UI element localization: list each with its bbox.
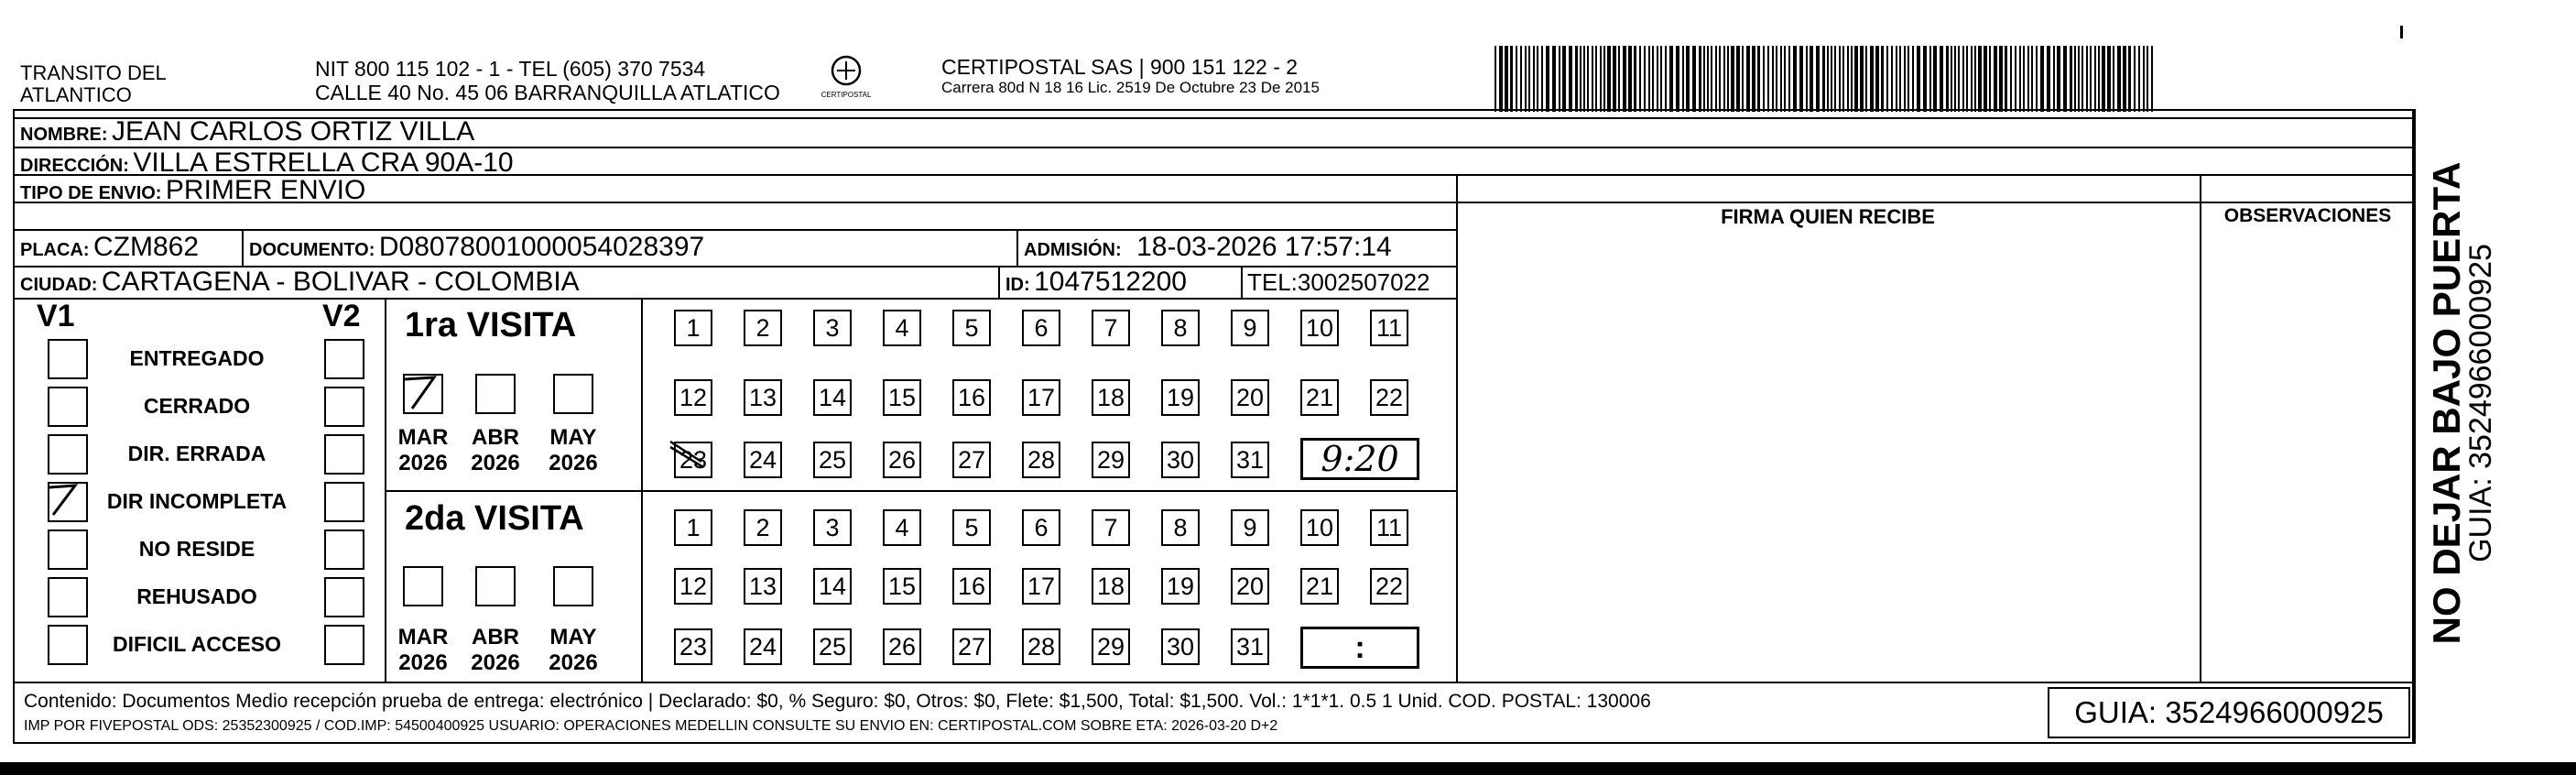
barcode-bar bbox=[2151, 46, 2153, 112]
first-visit-day[interactable]: 24 bbox=[744, 442, 782, 478]
second-visit-day[interactable]: 25 bbox=[813, 628, 852, 665]
second-visit-day[interactable]: 21 bbox=[1300, 568, 1339, 605]
reason-label: ENTREGADO bbox=[129, 346, 265, 370]
barcode-bar bbox=[2102, 46, 2105, 112]
barcode-bar bbox=[1628, 46, 1632, 112]
logo-icon bbox=[828, 55, 864, 86]
v2-checkbox[interactable] bbox=[324, 387, 364, 427]
first-visit-day[interactable]: 29 bbox=[1092, 442, 1130, 478]
barcode-bar bbox=[2015, 46, 2016, 112]
barcode-bar bbox=[1595, 46, 1597, 112]
name-row bbox=[20, 116, 474, 147]
barcode-bar bbox=[2094, 46, 2096, 112]
barcode-bar bbox=[1520, 46, 1522, 112]
barcode-bar bbox=[1875, 46, 1879, 112]
barcode-bar bbox=[1528, 46, 1530, 112]
barcode-bar bbox=[1682, 46, 1684, 112]
v2-label: V2 bbox=[322, 299, 361, 333]
second-visit-title: 2da VISITA bbox=[405, 499, 584, 538]
barcode-bar bbox=[1719, 46, 1721, 112]
month-year: 2026 bbox=[471, 649, 520, 675]
barcode-bar bbox=[2090, 46, 2092, 112]
month-year: 2026 bbox=[549, 649, 598, 675]
barcode-bar bbox=[1822, 46, 1825, 112]
barcode-bar bbox=[1575, 46, 1578, 112]
barcode-bar bbox=[1499, 46, 1503, 112]
barcode-bar bbox=[1692, 46, 1696, 112]
barcode-bar bbox=[1639, 46, 1641, 112]
month-name: MAY bbox=[549, 425, 597, 450]
second-visit-month-label bbox=[543, 625, 603, 675]
barcode-bar bbox=[1847, 46, 1849, 112]
barcode-bar bbox=[1827, 46, 1829, 112]
second-visit-month-label bbox=[393, 625, 453, 675]
barcode-bar bbox=[1665, 46, 1667, 112]
first-visit-day[interactable]: 13 bbox=[744, 379, 782, 416]
checkmark-icon bbox=[401, 372, 440, 410]
second-visit-month-checkbox[interactable] bbox=[475, 566, 516, 606]
first-visit-day[interactable]: 12 bbox=[674, 379, 712, 416]
barcode-bar bbox=[2053, 46, 2055, 112]
shipping-type-label: TIPO DE ENVIO: bbox=[20, 183, 162, 203]
barcode-bar bbox=[1865, 46, 1867, 112]
first-visit-day[interactable]: 10 bbox=[1300, 310, 1339, 346]
barcode-bar bbox=[2031, 46, 2033, 112]
barcode-bar bbox=[2010, 46, 2012, 112]
barcode-bar bbox=[1834, 46, 1836, 112]
barcode-bar bbox=[2113, 46, 2114, 112]
admission-value: 18-03-2026 17:57:14 bbox=[1136, 232, 1392, 262]
first-visit-day[interactable]: 17 bbox=[1022, 379, 1060, 416]
second-visit-day[interactable]: 22 bbox=[1370, 568, 1408, 605]
first-visit-day[interactable]: 2 bbox=[744, 310, 782, 346]
second-visit-day[interactable]: 31 bbox=[1231, 628, 1269, 665]
barcode-bar bbox=[2128, 46, 2131, 112]
barcode-bar bbox=[2063, 46, 2067, 112]
checkmark-icon bbox=[667, 434, 707, 476]
barcode-bar bbox=[1946, 46, 1949, 112]
admission-label: ADMISIÓN: bbox=[1024, 240, 1122, 260]
barcode-bar bbox=[1851, 46, 1853, 112]
barcode-bar bbox=[1607, 46, 1611, 112]
license-line: Carrera 80d N 18 16 Lic. 2519 De Octubre 23 De 2015 bbox=[941, 79, 1320, 97]
barcode-bar bbox=[1854, 46, 1858, 112]
contents-line: Contenido: Documentos Medio recepción prueba de entrega: electrónico | Declarado: $0, % Seguro: $0, Otros: $0, Flete: $1,500, Total: $1,500. Vol.: 1*1*1. 0.5 1 Unid. COD. POSTAL: 130006 bbox=[24, 691, 1651, 712]
barcode-bar bbox=[1587, 46, 1589, 112]
barcode-bar bbox=[1525, 46, 1527, 112]
first-visit-time[interactable]: 9:20 bbox=[1300, 438, 1419, 480]
second-visit-day[interactable]: 1 bbox=[674, 509, 712, 546]
address-line: CALLE 40 No. 45 06 BARRANQUILLA ATLATICO bbox=[315, 81, 780, 105]
barcode-bar bbox=[1989, 46, 1991, 112]
barcode-bar bbox=[1784, 46, 1786, 112]
barcode-bar bbox=[1891, 46, 1893, 112]
first-visit-day[interactable]: 19 bbox=[1161, 379, 1200, 416]
barcode-bar bbox=[1904, 46, 1906, 112]
second-visit-day[interactable]: 29 bbox=[1092, 628, 1130, 665]
second-visit-day[interactable]: 20 bbox=[1231, 568, 1269, 605]
barcode-bar bbox=[1929, 46, 1931, 112]
carrier-info bbox=[941, 55, 1320, 97]
no-leave-under-door: NO DEJAR BAJO PUERTA bbox=[2425, 161, 2468, 645]
second-visit-day[interactable]: 6 bbox=[1022, 509, 1060, 546]
barcode-bar bbox=[1908, 46, 1909, 112]
shipping-type: PRIMER ENVIO bbox=[165, 175, 366, 205]
barcode-bar bbox=[2047, 46, 2050, 112]
month-year: 2026 bbox=[398, 649, 448, 675]
barcode-bar bbox=[2036, 46, 2038, 112]
first-visit-day[interactable]: 9 bbox=[1231, 310, 1269, 346]
second-visit-day[interactable]: 26 bbox=[883, 628, 921, 665]
barcode-bar bbox=[1533, 46, 1535, 112]
first-visit-day[interactable]: 26 bbox=[883, 442, 921, 478]
v1-label: V1 bbox=[37, 299, 75, 333]
org-contact bbox=[315, 57, 780, 105]
first-visit-day[interactable]: 8 bbox=[1161, 310, 1200, 346]
barcode-bar bbox=[1742, 46, 1744, 112]
barcode-bar bbox=[1562, 46, 1566, 112]
barcode-bar bbox=[2023, 46, 2025, 112]
barcode-bar bbox=[1505, 46, 1508, 112]
reason-label: DIR INCOMPLETA bbox=[106, 489, 288, 513]
barcode bbox=[1495, 46, 2159, 112]
barcode-bar bbox=[1780, 46, 1782, 112]
barcode-bar bbox=[1703, 46, 1705, 112]
second-visit-day[interactable]: 7 bbox=[1092, 509, 1130, 546]
barcode-bar bbox=[1772, 46, 1774, 112]
month-name: MAR bbox=[397, 625, 449, 649]
barcode-bar bbox=[1634, 46, 1636, 112]
month-year: 2026 bbox=[398, 450, 448, 475]
first-visit-title: 1ra VISITA bbox=[405, 306, 577, 344]
barcode-bar bbox=[1516, 46, 1517, 112]
tel-cell bbox=[1247, 268, 1430, 297]
second-visit-day[interactable]: 15 bbox=[883, 568, 921, 605]
barcode-bar bbox=[1954, 46, 1956, 112]
reason-label: NO RESIDE bbox=[138, 537, 255, 561]
barcode-bar bbox=[1810, 46, 1813, 112]
barcode-bar bbox=[1736, 46, 1740, 112]
first-visit-month-label bbox=[393, 425, 453, 475]
barcode-bar bbox=[1707, 46, 1709, 112]
received-by-label: FIRMA QUIEN RECIBE bbox=[1721, 205, 1935, 228]
barcode-bar bbox=[1933, 46, 1937, 112]
barcode-bar bbox=[1676, 46, 1679, 112]
barcode-bar bbox=[2005, 46, 2007, 112]
v2-checkbox[interactable] bbox=[324, 625, 364, 665]
first-visit-day[interactable]: 11 bbox=[1370, 310, 1408, 346]
second-visit-time[interactable]: : bbox=[1300, 627, 1419, 669]
second-visit-day[interactable]: 4 bbox=[883, 509, 921, 546]
city-cell bbox=[20, 267, 580, 298]
barcode-bar bbox=[2147, 46, 2148, 112]
second-visit-month-checkbox[interactable] bbox=[403, 566, 443, 606]
barcode-bar bbox=[2019, 46, 2021, 112]
city-label: CIUDAD: bbox=[20, 275, 98, 295]
barcode-bar bbox=[1541, 46, 1543, 112]
name-label: NOMBRE: bbox=[20, 125, 108, 145]
barcode-bar bbox=[1657, 46, 1658, 112]
org-line-2: ATLANTICO bbox=[20, 83, 132, 107]
second-visit-day[interactable]: 27 bbox=[952, 628, 991, 665]
barcode-bar bbox=[1546, 46, 1549, 112]
second-visit-day[interactable]: 23 bbox=[674, 628, 712, 665]
first-visit-month-checkbox[interactable] bbox=[475, 374, 516, 414]
barcode-bar bbox=[1978, 46, 1982, 112]
second-visit-day[interactable]: 16 bbox=[952, 568, 991, 605]
barcode-bar bbox=[1912, 46, 1914, 112]
barcode-bar bbox=[1767, 46, 1769, 112]
barcode-bar bbox=[2070, 46, 2072, 112]
print-line: IMP POR FIVEPOSTAL ODS: 25352300925 / COD.IMP: 54500400925 USUARIO: OPERACIONES MEDELLIN CONSULTE SU ENVIO EN: CERTIPOSTAL.COM SOBRE ETA: 2026-03-20 D+2 bbox=[24, 718, 1278, 734]
barcode-bar bbox=[1839, 46, 1841, 112]
document-label: DOCUMENTO: bbox=[249, 240, 375, 260]
corner-mark bbox=[2400, 26, 2403, 38]
second-visit-day[interactable]: 2 bbox=[744, 509, 782, 546]
logo-text: CERTIPOSTAL bbox=[821, 91, 872, 99]
barcode-bar bbox=[1660, 46, 1662, 112]
barcode-bar bbox=[1603, 46, 1605, 112]
first-visit-day[interactable]: 25 bbox=[813, 442, 852, 478]
barcode-bar bbox=[2040, 46, 2044, 112]
first-visit-day[interactable]: 15 bbox=[883, 379, 921, 416]
barcode-bar bbox=[1831, 46, 1832, 112]
first-visit-day[interactable]: 1 bbox=[674, 310, 712, 346]
nit-line: NIT 800 115 102 - 1 - TEL (605) 370 7534 bbox=[315, 57, 706, 81]
barcode-bar bbox=[1816, 46, 1820, 112]
first-visit-day[interactable]: 6 bbox=[1022, 310, 1060, 346]
barcode-bar bbox=[1618, 46, 1620, 112]
barcode-bar bbox=[1580, 46, 1581, 112]
month-year: 2026 bbox=[471, 450, 520, 475]
barcode-bar bbox=[1940, 46, 1943, 112]
barcode-bar bbox=[2081, 46, 2083, 112]
second-visit-day[interactable]: 12 bbox=[674, 568, 712, 605]
barcode-bar bbox=[1583, 46, 1585, 112]
barcode-bar bbox=[1669, 46, 1673, 112]
certipostal-logo bbox=[813, 55, 879, 106]
carrier-line: CERTIPOSTAL SAS | 900 151 122 - 2 bbox=[941, 55, 1299, 79]
barcode-bar bbox=[1613, 46, 1616, 112]
observations-label: OBSERVACIONES bbox=[2223, 205, 2392, 226]
barcode-bar bbox=[2057, 46, 2060, 112]
barcode-bar bbox=[1881, 46, 1884, 112]
first-visit-day[interactable]: 14 bbox=[813, 379, 852, 416]
month-name: MAR bbox=[397, 425, 449, 450]
barcode-bar bbox=[1746, 46, 1750, 112]
second-visit-day[interactable]: 10 bbox=[1300, 509, 1339, 546]
second-visit-day[interactable]: 14 bbox=[813, 568, 852, 605]
reason-label: REHUSADO bbox=[136, 584, 257, 608]
second-visit-day[interactable]: 13 bbox=[744, 568, 782, 605]
first-visit-day[interactable]: 4 bbox=[883, 310, 921, 346]
first-visit-day[interactable]: 16 bbox=[952, 379, 991, 416]
barcode-bar bbox=[1559, 46, 1560, 112]
second-visit-day[interactable]: 18 bbox=[1092, 568, 1130, 605]
barcode-bar bbox=[1974, 46, 1976, 112]
second-visit-day[interactable]: 8 bbox=[1161, 509, 1200, 546]
barcode-bar bbox=[1763, 46, 1765, 112]
barcode-bar bbox=[2134, 46, 2136, 112]
barcode-bar bbox=[1793, 46, 1797, 112]
barcode-bar bbox=[1870, 46, 1874, 112]
side-guide: GUIA: 3524966000925 bbox=[2463, 244, 2498, 562]
shipping-type-row bbox=[20, 175, 365, 206]
id-cell bbox=[1005, 267, 1187, 298]
first-visit-day[interactable]: 27 bbox=[952, 442, 991, 478]
barcode-bar bbox=[1971, 46, 1973, 112]
first-visit-day[interactable]: 22 bbox=[1370, 379, 1408, 416]
barcode-bar bbox=[2138, 46, 2140, 112]
barcode-bar bbox=[1623, 46, 1626, 112]
v2-checkbox[interactable] bbox=[324, 577, 364, 617]
barcode-bar bbox=[1806, 46, 1808, 112]
barcode-bar bbox=[1592, 46, 1593, 112]
plate-cell bbox=[20, 232, 199, 263]
barcode-bar bbox=[2107, 46, 2111, 112]
org-line-1: TRANSITO DEL bbox=[20, 61, 167, 84]
barcode-bar bbox=[1951, 46, 1952, 112]
v2-checkbox[interactable] bbox=[324, 434, 364, 475]
v2-checkbox[interactable] bbox=[324, 482, 364, 522]
guide-number-box: GUIA: 3524966000925 bbox=[2048, 687, 2410, 738]
barcode-bar bbox=[1569, 46, 1572, 112]
first-visit-day[interactable]: 28 bbox=[1022, 442, 1060, 478]
barcode-bar bbox=[1727, 46, 1729, 112]
barcode-bar bbox=[2027, 46, 2029, 112]
barcode-bar bbox=[1886, 46, 1888, 112]
second-visit-day[interactable]: 28 bbox=[1022, 628, 1060, 665]
barcode-bar bbox=[1962, 46, 1964, 112]
address-label: DIRECCIÓN: bbox=[20, 156, 129, 176]
barcode-bar bbox=[2086, 46, 2088, 112]
barcode-bar bbox=[1699, 46, 1701, 112]
barcode-bar bbox=[1752, 46, 1755, 112]
second-visit-month-checkbox[interactable] bbox=[553, 566, 593, 606]
barcode-bar bbox=[1510, 46, 1513, 112]
plate-value: CZM862 bbox=[93, 232, 200, 262]
first-visit-day[interactable]: 3 bbox=[813, 310, 852, 346]
barcode-bar bbox=[1644, 46, 1646, 112]
address-row bbox=[20, 147, 514, 179]
first-visit-day[interactable]: 20 bbox=[1231, 379, 1269, 416]
barcode-bar bbox=[1537, 46, 1538, 112]
barcode-bar bbox=[1958, 46, 1960, 112]
recipient-address: VILLA ESTRELLA CRA 90A-10 bbox=[133, 147, 514, 178]
first-visit-month-checkbox-checked[interactable] bbox=[403, 374, 443, 414]
id-label: ID: bbox=[1005, 275, 1030, 295]
first-visit-day[interactable]: 7 bbox=[1092, 310, 1130, 346]
barcode-bar bbox=[1600, 46, 1602, 112]
second-visit-day[interactable]: 17 bbox=[1022, 568, 1060, 605]
tel-value: 3002507022 bbox=[1297, 268, 1430, 296]
barcode-bar bbox=[1723, 46, 1725, 112]
barcode-bar bbox=[1552, 46, 1556, 112]
id-value: 1047512200 bbox=[1034, 267, 1187, 297]
admission-cell bbox=[1024, 232, 1392, 263]
barcode-bar bbox=[1860, 46, 1864, 112]
barcode-bar bbox=[2078, 46, 2080, 112]
barcode-bar bbox=[1788, 46, 1790, 112]
barcode-bar bbox=[1899, 46, 1901, 112]
second-visit-day[interactable]: 3 bbox=[813, 509, 852, 546]
barcode-bar bbox=[1799, 46, 1803, 112]
barcode-bar bbox=[1648, 46, 1650, 112]
second-visit-day[interactable]: 11 bbox=[1370, 509, 1408, 546]
reason-label: DIR. ERRADA bbox=[127, 442, 266, 465]
document-cell bbox=[249, 232, 704, 263]
barcode-bar bbox=[1984, 46, 1987, 112]
first-visit-day[interactable]: 30 bbox=[1161, 442, 1200, 478]
barcode-bar bbox=[1917, 46, 1920, 112]
second-visit-day[interactable]: 30 bbox=[1161, 628, 1200, 665]
barcode-bar bbox=[2074, 46, 2076, 112]
barcode-bar bbox=[1896, 46, 1897, 112]
barcode-bar bbox=[1711, 46, 1712, 112]
month-name: MAY bbox=[549, 625, 597, 649]
barcode-bar bbox=[1495, 46, 1496, 112]
document-value: D08078001000054028397 bbox=[378, 232, 705, 262]
v2-checkbox[interactable] bbox=[324, 529, 364, 570]
barcode-bar bbox=[1686, 46, 1690, 112]
barcode-bar bbox=[1652, 46, 1654, 112]
month-name: ABR bbox=[472, 425, 519, 450]
tel-label: TEL: bbox=[1247, 268, 1298, 296]
barcode-bar bbox=[1999, 46, 2003, 112]
barcode-bar bbox=[1923, 46, 1927, 112]
form-frame bbox=[13, 109, 2414, 744]
month-name: ABR bbox=[472, 625, 519, 649]
city-value: CARTAGENA - BOLIVAR - COLOMBIA bbox=[101, 267, 580, 297]
second-visit-day[interactable]: 9 bbox=[1231, 509, 1269, 546]
second-visit-day[interactable]: 5 bbox=[952, 509, 991, 546]
reason-label: CERRADO bbox=[143, 394, 251, 418]
first-visit-day[interactable]: 31 bbox=[1231, 442, 1269, 478]
second-visit-month-label bbox=[465, 625, 526, 675]
first-visit-day[interactable]: 5 bbox=[952, 310, 991, 346]
reason-label: DIFICIL ACCESO bbox=[112, 632, 281, 656]
barcode-bar bbox=[2143, 46, 2145, 112]
bottom-edge bbox=[0, 762, 2576, 775]
first-visit-day[interactable]: 18 bbox=[1092, 379, 1130, 416]
org-name bbox=[20, 62, 167, 106]
barcode-bar bbox=[2123, 46, 2126, 112]
first-visit-month-label bbox=[543, 425, 603, 475]
barcode-bar bbox=[1776, 46, 1777, 112]
barcode-bar bbox=[1757, 46, 1760, 112]
plate-label: PLACA: bbox=[20, 240, 90, 260]
barcode-bar bbox=[2117, 46, 2121, 112]
month-year: 2026 bbox=[549, 450, 598, 475]
barcode-bar bbox=[1715, 46, 1717, 112]
first-visit-month-checkbox[interactable] bbox=[553, 374, 593, 414]
barcode-bar bbox=[1842, 46, 1844, 112]
barcode-bar bbox=[1966, 46, 1968, 112]
barcode-bar bbox=[1731, 46, 1734, 112]
first-visit-day[interactable]: 21 bbox=[1300, 379, 1339, 416]
first-visit-month-label bbox=[465, 425, 526, 475]
second-visit-day[interactable]: 19 bbox=[1161, 568, 1200, 605]
barcode-bar bbox=[2098, 46, 2100, 112]
first-visit-day-checked[interactable]: 23 bbox=[674, 442, 712, 478]
v2-checkbox[interactable] bbox=[324, 339, 364, 379]
second-visit-day[interactable]: 24 bbox=[744, 628, 782, 665]
barcode-bar bbox=[1994, 46, 1997, 112]
recipient-name: JEAN CARLOS ORTIZ VILLA bbox=[112, 116, 475, 147]
